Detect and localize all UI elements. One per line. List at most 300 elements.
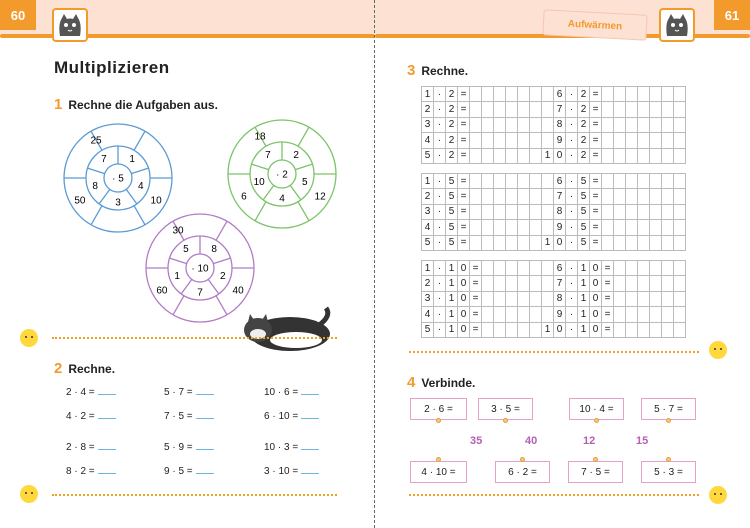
grid-cell[interactable] xyxy=(494,148,506,163)
grid-cell[interactable] xyxy=(614,307,626,322)
grid-cell[interactable] xyxy=(638,133,650,148)
grid-cell: · xyxy=(566,291,578,306)
grid-cell: 1 xyxy=(446,307,458,322)
grid-cell[interactable] xyxy=(674,276,686,291)
wheel xyxy=(64,124,172,232)
grid-cell[interactable] xyxy=(638,174,650,189)
grid-cell[interactable] xyxy=(650,189,662,204)
grid-cell[interactable] xyxy=(674,261,686,276)
wheel-spoke xyxy=(298,127,309,146)
grid-cell: 7 xyxy=(554,102,566,117)
grid-cell[interactable] xyxy=(542,220,554,235)
grid-cell[interactable] xyxy=(494,87,506,102)
grid-cell[interactable] xyxy=(518,307,530,322)
grid-cell[interactable] xyxy=(662,322,674,337)
grid-cell[interactable] xyxy=(626,204,638,219)
grid-cell: · xyxy=(566,148,578,163)
grid-cell[interactable] xyxy=(482,235,494,250)
grid-cell[interactable] xyxy=(662,220,674,235)
wheel-multiplier: · 5 xyxy=(112,173,124,185)
answer-blank[interactable] xyxy=(301,386,319,395)
grid-cell: = xyxy=(602,307,614,322)
grid-cell[interactable] xyxy=(494,322,506,337)
grid-cell[interactable] xyxy=(662,102,674,117)
grid-cell[interactable] xyxy=(662,291,674,306)
grid-cell: · xyxy=(434,117,446,132)
grid-cell[interactable] xyxy=(614,133,626,148)
grid-cell[interactable] xyxy=(602,117,614,132)
grid-cell: 8 xyxy=(554,204,566,219)
grid-cell[interactable] xyxy=(650,307,662,322)
grid-cell: 3 xyxy=(422,204,434,219)
grid-cell[interactable] xyxy=(470,204,482,219)
grid-cell[interactable] xyxy=(506,174,518,189)
grid-cell[interactable] xyxy=(542,261,554,276)
task-number: 1 xyxy=(54,96,63,113)
grid-cell[interactable] xyxy=(650,133,662,148)
grid-cell: 0 xyxy=(590,322,602,337)
grid-cell[interactable] xyxy=(482,220,494,235)
grid-cell[interactable] xyxy=(506,322,518,337)
grid-cell[interactable] xyxy=(470,220,482,235)
wheel-inner-number: 10 xyxy=(253,176,265,188)
grid-cell[interactable] xyxy=(542,174,554,189)
grid-cell[interactable] xyxy=(494,174,506,189)
grid-cell[interactable] xyxy=(470,148,482,163)
grid-cell[interactable] xyxy=(626,148,638,163)
match-box-top[interactable]: 10 · 4 = xyxy=(569,398,624,420)
wheel-inner-number: 8 xyxy=(211,244,217,256)
grid-cell[interactable] xyxy=(602,133,614,148)
grid-cell[interactable] xyxy=(650,235,662,250)
connector-dot[interactable] xyxy=(593,457,598,462)
grid-cell[interactable] xyxy=(506,102,518,117)
grid-cell[interactable] xyxy=(626,235,638,250)
grid-cell[interactable] xyxy=(470,102,482,117)
grid-cell[interactable] xyxy=(530,189,542,204)
grid-cell: 0 xyxy=(458,291,470,306)
grid-cell[interactable] xyxy=(638,261,650,276)
grid-cell: = xyxy=(470,291,482,306)
grid-cell[interactable] xyxy=(518,148,530,163)
wheel-spoke xyxy=(298,202,309,221)
grid-cell[interactable] xyxy=(602,102,614,117)
grid-cell: · xyxy=(434,102,446,117)
grid-cell[interactable] xyxy=(470,117,482,132)
grid-cell[interactable] xyxy=(626,87,638,102)
grid-cell[interactable] xyxy=(518,276,530,291)
grid-cell[interactable] xyxy=(494,291,506,306)
grid-cell[interactable] xyxy=(614,261,626,276)
grid-cell[interactable] xyxy=(674,235,686,250)
grid-cell[interactable] xyxy=(494,220,506,235)
grid-cell[interactable] xyxy=(542,87,554,102)
grid-cell[interactable] xyxy=(518,220,530,235)
grid-cell[interactable] xyxy=(614,291,626,306)
grid-cell[interactable] xyxy=(482,102,494,117)
grid-cell[interactable] xyxy=(518,204,530,219)
grid-cell[interactable] xyxy=(530,261,542,276)
grid-cell[interactable] xyxy=(674,148,686,163)
answer-blank[interactable] xyxy=(196,386,214,395)
grid-cell[interactable] xyxy=(518,235,530,250)
grid-cell[interactable] xyxy=(674,204,686,219)
grid-cell[interactable] xyxy=(614,220,626,235)
wheel-spoke xyxy=(131,168,148,174)
grid-cell: 0 xyxy=(458,307,470,322)
wheel-outer-number: 50 xyxy=(74,195,86,207)
answer-blank[interactable] xyxy=(301,465,319,474)
grid-cell[interactable] xyxy=(626,133,638,148)
grid-cell[interactable] xyxy=(494,204,506,219)
wheel-inner-number: 1 xyxy=(174,270,180,282)
grid-cell[interactable] xyxy=(482,174,494,189)
grid-cell: 9 xyxy=(554,220,566,235)
grid-cell[interactable] xyxy=(530,102,542,117)
grid-cell[interactable] xyxy=(662,148,674,163)
grid-cell[interactable] xyxy=(494,307,506,322)
grid-cell[interactable] xyxy=(482,291,494,306)
section-tag: Aufwärmen xyxy=(542,9,647,40)
answer-blank[interactable] xyxy=(196,410,214,419)
grid-cell[interactable] xyxy=(506,276,518,291)
grid-cell[interactable] xyxy=(494,133,506,148)
grid-cell[interactable] xyxy=(638,148,650,163)
grid-cell: 2 xyxy=(422,276,434,291)
grid-cell[interactable] xyxy=(482,133,494,148)
grid-cell[interactable] xyxy=(626,220,638,235)
grid-cell[interactable] xyxy=(614,117,626,132)
grid-cell[interactable] xyxy=(530,291,542,306)
grid-row xyxy=(422,87,686,102)
answer-blank[interactable] xyxy=(196,441,214,450)
equation xyxy=(164,465,214,477)
grid-cell[interactable] xyxy=(506,307,518,322)
wheel-spoke xyxy=(208,279,219,294)
grid-cell[interactable] xyxy=(506,235,518,250)
grid-cell[interactable] xyxy=(602,189,614,204)
grid-cell[interactable] xyxy=(662,117,674,132)
grid-cell[interactable] xyxy=(650,174,662,189)
grid-cell[interactable] xyxy=(614,189,626,204)
grid-cell[interactable] xyxy=(482,204,494,219)
wheel-inner-number: 4 xyxy=(279,193,285,205)
grid-cell[interactable] xyxy=(674,220,686,235)
grid-cell: · xyxy=(566,133,578,148)
grid-cell[interactable] xyxy=(638,87,650,102)
grid-cell[interactable] xyxy=(530,322,542,337)
grid-cell[interactable] xyxy=(518,322,530,337)
grid-cell[interactable] xyxy=(470,174,482,189)
grid-cell[interactable] xyxy=(662,189,674,204)
grid-cell[interactable] xyxy=(542,291,554,306)
grid-cell: = xyxy=(602,276,614,291)
grid-cell: 0 xyxy=(458,261,470,276)
grid-cell[interactable] xyxy=(530,220,542,235)
grid-cell[interactable] xyxy=(602,174,614,189)
equation xyxy=(264,386,319,398)
grid-cell[interactable] xyxy=(674,102,686,117)
grid-cell: · xyxy=(566,307,578,322)
grid-cell[interactable] xyxy=(674,133,686,148)
match-box-top[interactable]: 2 · 6 = xyxy=(410,398,467,420)
grid-cell[interactable] xyxy=(674,307,686,322)
grid-cell[interactable] xyxy=(662,133,674,148)
grid-cell[interactable] xyxy=(638,204,650,219)
match-box-bottom[interactable]: 7 · 5 = xyxy=(568,461,623,483)
grid-row xyxy=(422,204,686,219)
task-instruction: Rechne. xyxy=(68,362,116,376)
grid-cell[interactable] xyxy=(482,148,494,163)
grid-cell[interactable] xyxy=(494,189,506,204)
grid-cell: 1 xyxy=(446,261,458,276)
equation-text: 3 · 10 = xyxy=(264,466,299,477)
grid-cell[interactable] xyxy=(506,117,518,132)
grid-cell[interactable] xyxy=(626,276,638,291)
grid-cell[interactable] xyxy=(650,220,662,235)
connector-dot[interactable] xyxy=(666,457,671,462)
grid-cell[interactable] xyxy=(674,117,686,132)
grid-cell[interactable] xyxy=(494,261,506,276)
grid-cell: 5 xyxy=(446,220,458,235)
connector-dot[interactable] xyxy=(520,457,525,462)
grid-cell[interactable] xyxy=(674,87,686,102)
grid-cell[interactable] xyxy=(662,307,674,322)
grid-cell: · xyxy=(434,174,446,189)
grid-cell[interactable] xyxy=(482,261,494,276)
grid-row xyxy=(422,322,686,337)
grid-cell[interactable] xyxy=(626,322,638,337)
grid-cell[interactable] xyxy=(530,235,542,250)
grid-cell[interactable] xyxy=(482,307,494,322)
wheel-inner-number: 5 xyxy=(183,244,189,256)
grid-cell[interactable] xyxy=(650,204,662,219)
grid-cell[interactable] xyxy=(674,291,686,306)
match-box-bottom[interactable]: 5 · 3 = xyxy=(641,461,696,483)
grid-cell[interactable] xyxy=(542,117,554,132)
grid-cell: 1 xyxy=(578,307,590,322)
grid-cell[interactable] xyxy=(674,322,686,337)
grid-cell[interactable] xyxy=(638,189,650,204)
grid-cell[interactable] xyxy=(638,102,650,117)
grid-cell[interactable] xyxy=(662,235,674,250)
grid-cell[interactable] xyxy=(542,276,554,291)
grid-cell[interactable] xyxy=(530,276,542,291)
connector-dot[interactable] xyxy=(594,418,599,423)
grid-cell: · xyxy=(434,291,446,306)
grid-cell: = xyxy=(590,174,602,189)
answer-blank[interactable] xyxy=(301,441,319,450)
grid-cell[interactable] xyxy=(542,102,554,117)
grid-cell[interactable] xyxy=(662,87,674,102)
wheel-spoke xyxy=(173,296,184,315)
grid-cell[interactable] xyxy=(674,189,686,204)
grid-cell[interactable] xyxy=(482,117,494,132)
grid-row xyxy=(422,133,686,148)
grid-cell[interactable] xyxy=(530,204,542,219)
grid-cell[interactable] xyxy=(470,133,482,148)
grid-cell[interactable] xyxy=(482,322,494,337)
grid-cell[interactable] xyxy=(614,87,626,102)
wheel-inner-number: 7 xyxy=(101,154,107,166)
grid-cell[interactable] xyxy=(626,174,638,189)
grid-cell: 0 xyxy=(554,235,566,250)
grid-cell[interactable] xyxy=(650,148,662,163)
grid-cell: · xyxy=(434,235,446,250)
grid-cell[interactable] xyxy=(518,174,530,189)
grid-cell[interactable] xyxy=(602,220,614,235)
grid-cell[interactable] xyxy=(530,133,542,148)
grid-cell[interactable] xyxy=(638,117,650,132)
grid-cell[interactable] xyxy=(638,276,650,291)
grid-cell: = xyxy=(590,148,602,163)
connector-dot[interactable] xyxy=(666,418,671,423)
grid-cell[interactable] xyxy=(518,133,530,148)
grid-cell[interactable] xyxy=(530,148,542,163)
grid-cell[interactable] xyxy=(518,87,530,102)
grid-cell[interactable] xyxy=(506,87,518,102)
grid-cell: · xyxy=(566,220,578,235)
wheel-spoke xyxy=(295,164,312,170)
grid-cell[interactable] xyxy=(518,117,530,132)
grid-cell[interactable] xyxy=(674,174,686,189)
grid-cell[interactable] xyxy=(542,133,554,148)
grid-cell[interactable] xyxy=(638,291,650,306)
task-number: 3 xyxy=(407,62,416,79)
grid-cell[interactable] xyxy=(530,174,542,189)
grid-cell: 2 xyxy=(578,133,590,148)
grid-cell: 0 xyxy=(458,276,470,291)
grid-cell[interactable] xyxy=(482,276,494,291)
grid-cell[interactable] xyxy=(650,102,662,117)
grid-cell: 1 xyxy=(542,322,554,337)
grid-cell[interactable] xyxy=(506,261,518,276)
answer-blank[interactable] xyxy=(301,410,319,419)
answer-blank[interactable] xyxy=(98,465,116,474)
task-instruction: Rechne. xyxy=(421,64,469,78)
answer-number: 40 xyxy=(525,435,538,447)
grid-cell[interactable] xyxy=(518,261,530,276)
answer-blank[interactable] xyxy=(98,386,116,395)
grid-cell[interactable] xyxy=(602,87,614,102)
grid-cell[interactable] xyxy=(638,307,650,322)
grid-cell[interactable] xyxy=(650,322,662,337)
match-box-top[interactable]: 3 · 5 = xyxy=(478,398,533,420)
dotted-divider xyxy=(52,337,337,339)
grid-cell[interactable] xyxy=(530,307,542,322)
grid-cell[interactable] xyxy=(662,261,674,276)
connector-dot[interactable] xyxy=(436,457,441,462)
grid-cell[interactable] xyxy=(614,102,626,117)
match-box-top[interactable]: 5 · 7 = xyxy=(641,398,696,420)
grid-cell[interactable] xyxy=(626,102,638,117)
connector-dot[interactable] xyxy=(436,418,441,423)
grid-cell[interactable] xyxy=(506,148,518,163)
grid-cell[interactable] xyxy=(470,235,482,250)
grid-cell[interactable] xyxy=(482,87,494,102)
match-box-bottom[interactable]: 6 · 2 = xyxy=(495,461,550,483)
grid-cell: 2 xyxy=(578,102,590,117)
grid-cell[interactable] xyxy=(638,322,650,337)
grid-cell[interactable] xyxy=(626,261,638,276)
answer-blank[interactable] xyxy=(196,465,214,474)
grid-cell[interactable] xyxy=(494,102,506,117)
grid-cell[interactable] xyxy=(614,148,626,163)
grid-cell[interactable] xyxy=(662,276,674,291)
grid-cell[interactable] xyxy=(602,204,614,219)
grid-cell[interactable] xyxy=(518,102,530,117)
grid-cell[interactable] xyxy=(506,291,518,306)
grid-cell[interactable] xyxy=(638,220,650,235)
grid-cell[interactable] xyxy=(626,307,638,322)
connector-dot[interactable] xyxy=(503,418,508,423)
calculation-grid xyxy=(421,260,686,338)
grid-cell[interactable] xyxy=(626,117,638,132)
grid-cell: · xyxy=(434,133,446,148)
grid-cell[interactable] xyxy=(614,322,626,337)
grid-cell[interactable] xyxy=(662,204,674,219)
grid-cell[interactable] xyxy=(494,276,506,291)
grid-cell[interactable] xyxy=(506,204,518,219)
grid-cell[interactable] xyxy=(614,174,626,189)
grid-cell: 1 xyxy=(446,291,458,306)
grid-cell[interactable] xyxy=(614,276,626,291)
grid-cell: 5 xyxy=(578,220,590,235)
grid-cell[interactable] xyxy=(482,189,494,204)
grid-cell[interactable] xyxy=(506,220,518,235)
grid-cell: = xyxy=(602,291,614,306)
grid-cell[interactable] xyxy=(542,307,554,322)
grid-cell[interactable] xyxy=(650,87,662,102)
calculation-grid xyxy=(421,173,686,251)
grid-cell[interactable] xyxy=(542,204,554,219)
grid-cell[interactable] xyxy=(530,87,542,102)
grid-cell[interactable] xyxy=(650,291,662,306)
grid-cell[interactable] xyxy=(506,133,518,148)
task-2-heading xyxy=(54,360,115,377)
grid-cell[interactable] xyxy=(638,235,650,250)
grid-cell: 5 xyxy=(422,235,434,250)
answer-blank[interactable] xyxy=(98,410,116,419)
grid-cell[interactable] xyxy=(626,189,638,204)
match-box-bottom[interactable]: 4 · 10 = xyxy=(410,461,467,483)
grid-cell[interactable] xyxy=(602,235,614,250)
grid-cell[interactable] xyxy=(494,235,506,250)
grid-cell[interactable] xyxy=(470,87,482,102)
grid-cell[interactable] xyxy=(650,117,662,132)
grid-cell[interactable] xyxy=(662,174,674,189)
grid-cell: = xyxy=(458,220,470,235)
grid-cell[interactable] xyxy=(530,117,542,132)
grid-cell[interactable] xyxy=(650,276,662,291)
grid-cell[interactable] xyxy=(470,189,482,204)
wheel-inner-number: 7 xyxy=(197,287,203,299)
grid-cell[interactable] xyxy=(494,117,506,132)
grid-cell[interactable] xyxy=(518,189,530,204)
grid-cell[interactable] xyxy=(650,261,662,276)
grid-cell[interactable] xyxy=(506,189,518,204)
grid-cell[interactable] xyxy=(542,189,554,204)
grid-cell[interactable] xyxy=(602,148,614,163)
answer-number: 15 xyxy=(636,435,649,447)
equation-text: 5 · 7 = xyxy=(164,387,193,398)
equation xyxy=(264,441,319,453)
answer-blank[interactable] xyxy=(98,441,116,450)
grid-cell[interactable] xyxy=(626,291,638,306)
grid-cell[interactable] xyxy=(518,291,530,306)
grid-cell[interactable] xyxy=(614,204,626,219)
grid-cell[interactable] xyxy=(614,235,626,250)
